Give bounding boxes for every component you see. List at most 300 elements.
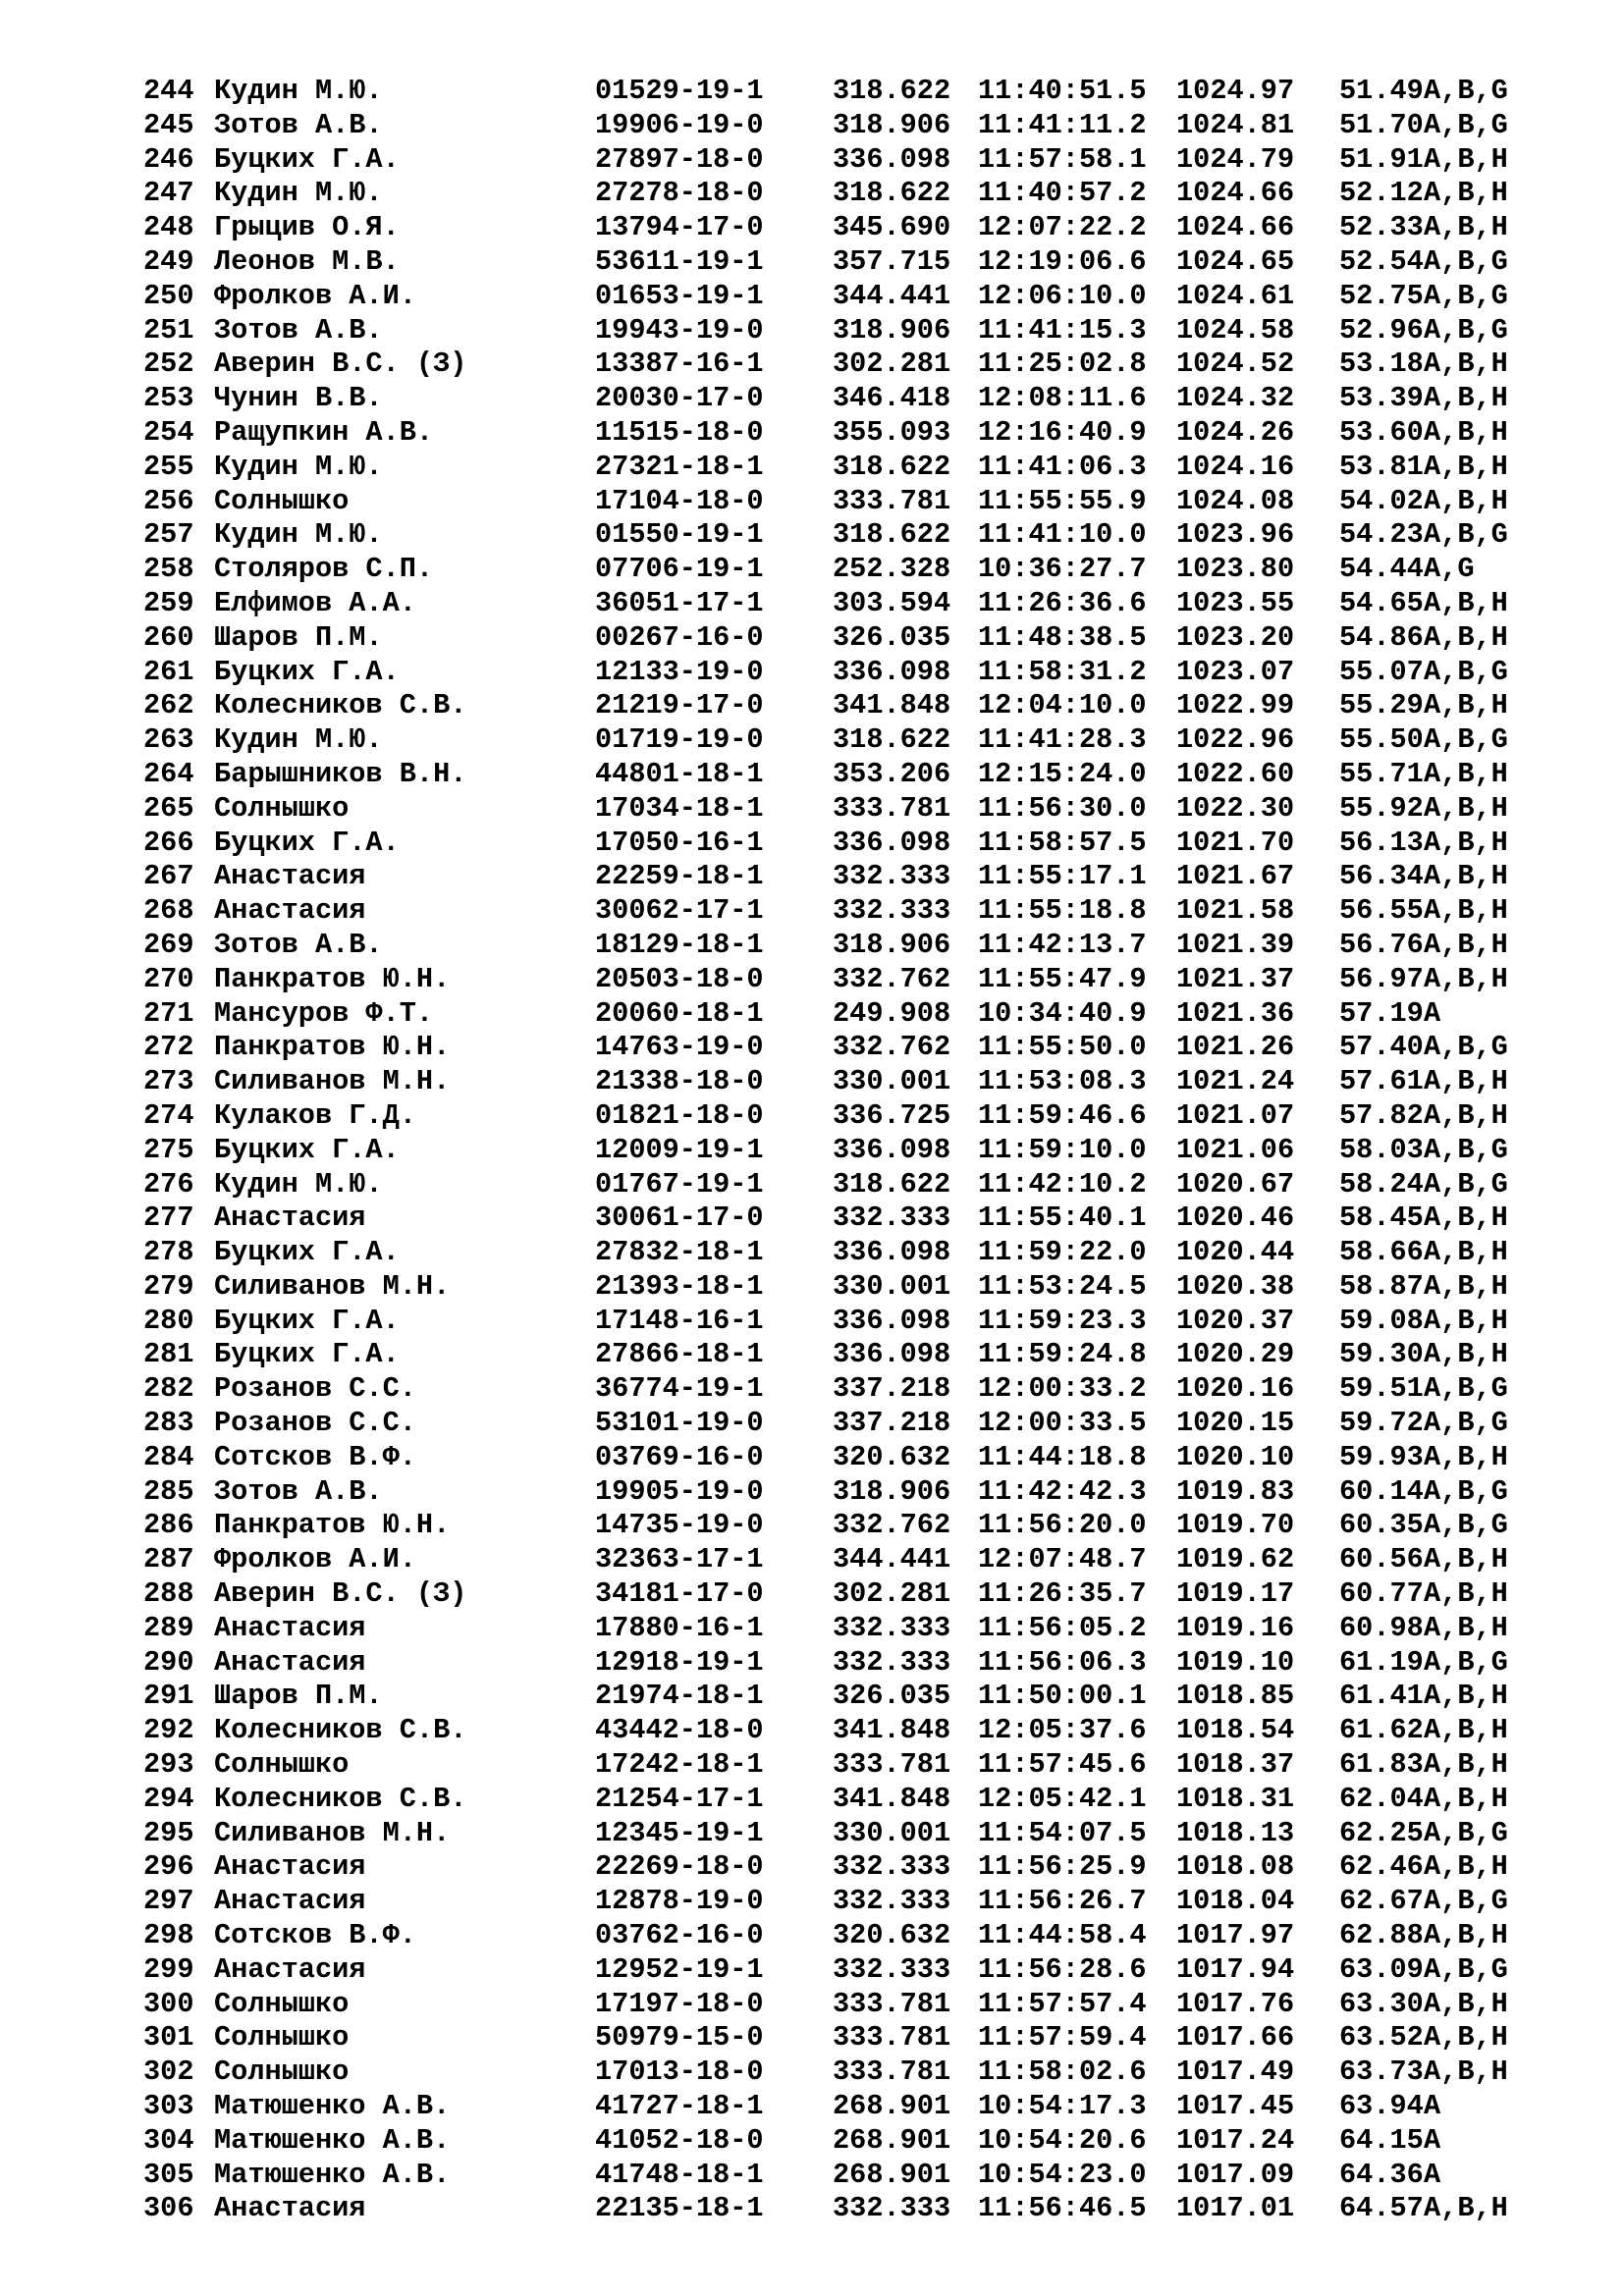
place-cell: 253	[143, 382, 194, 415]
arrival-time-cell: 11:53:24.5	[978, 1269, 1147, 1303]
ring-number-cell: 44801-18-1	[595, 757, 764, 790]
distance-cell: 318.906	[833, 928, 951, 961]
arrival-time-cell: 11:58:31.2	[978, 655, 1147, 688]
fancier-name-cell: Елфимов А.А.	[214, 586, 416, 619]
flags-cell: A,B,H	[1424, 1680, 1508, 1713]
arrival-time-cell: 11:42:10.2	[978, 1167, 1147, 1201]
fancier-name-cell: Аверин В.С. (З)	[214, 1577, 467, 1611]
fancier-name-cell: Солнышко	[214, 1987, 350, 2020]
place-cell: 279	[143, 1269, 194, 1303]
flags-cell: A,B,H	[1424, 757, 1508, 790]
flags-cell: A,B,H	[1424, 1919, 1508, 1952]
speed-cell: 1019.16	[1176, 1611, 1295, 1644]
arrival-time-cell: 11:25:02.8	[978, 347, 1147, 381]
place-cell: 249	[143, 244, 194, 278]
arrival-time-cell: 11:55:18.8	[978, 894, 1147, 928]
distance-cell: 332.762	[833, 962, 951, 995]
arrival-time-cell: 11:41:15.3	[978, 313, 1147, 347]
place-cell: 286	[143, 1509, 194, 1542]
arrival-time-cell: 11:26:36.6	[978, 586, 1147, 619]
arrival-time-cell: 11:55:47.9	[978, 962, 1147, 995]
speed-cell: 1023.96	[1176, 518, 1295, 552]
distance-cell: 326.035	[833, 1680, 951, 1713]
coefficient-cell: 53.39	[1339, 382, 1424, 415]
speed-cell: 1019.83	[1176, 1474, 1295, 1508]
distance-cell: 302.281	[833, 347, 951, 381]
distance-cell: 330.001	[833, 1816, 951, 1849]
flags-cell: A,B,H	[1424, 450, 1508, 483]
coefficient-cell: 53.18	[1339, 347, 1424, 381]
arrival-time-cell: 11:59:23.3	[978, 1304, 1147, 1337]
place-cell: 248	[143, 211, 194, 244]
ring-number-cell: 36774-19-1	[595, 1372, 764, 1406]
coefficient-cell: 51.70	[1339, 108, 1424, 141]
coefficient-cell: 60.77	[1339, 1577, 1424, 1611]
coefficient-cell: 57.82	[1339, 1098, 1424, 1132]
arrival-time-cell: 11:44:58.4	[978, 1919, 1147, 1952]
ring-number-cell: 20060-18-1	[595, 996, 764, 1030]
fancier-name-cell: Колесников С.В.	[214, 1714, 467, 1747]
coefficient-cell: 51.49	[1339, 75, 1424, 107]
flags-cell: A,B,H	[1424, 211, 1508, 244]
distance-cell: 302.281	[833, 1577, 951, 1611]
place-cell: 255	[143, 450, 194, 483]
coefficient-cell: 64.57	[1339, 2192, 1424, 2225]
fancier-name-cell: Буцких Г.А.	[214, 655, 400, 688]
arrival-time-cell: 11:56:46.5	[978, 2192, 1147, 2225]
ring-number-cell: 03769-16-0	[595, 1440, 764, 1473]
speed-cell: 1019.70	[1176, 1509, 1295, 1542]
speed-cell: 1018.37	[1176, 1748, 1295, 1782]
place-cell: 288	[143, 1577, 194, 1611]
coefficient-cell: 54.02	[1339, 484, 1424, 517]
place-cell: 274	[143, 1098, 194, 1132]
fancier-name-cell: Панкратов Ю.Н.	[214, 962, 451, 995]
flags-cell: A,B,H	[1424, 142, 1508, 176]
flags-cell: A	[1424, 2090, 1441, 2123]
ring-number-cell: 01550-19-1	[595, 518, 764, 552]
fancier-name-cell: Силиванов М.Н.	[214, 1269, 451, 1303]
distance-cell: 332.333	[833, 2192, 951, 2225]
distance-cell: 318.906	[833, 1474, 951, 1508]
ring-number-cell: 14763-19-0	[595, 1031, 764, 1064]
fancier-name-cell: Грыцив О.Я.	[214, 211, 400, 244]
place-cell: 273	[143, 1065, 194, 1098]
flags-cell: A,B,H	[1424, 347, 1508, 381]
distance-cell: 344.441	[833, 279, 951, 312]
coefficient-cell: 58.66	[1339, 1236, 1424, 1269]
flags-cell: A,B,G	[1424, 518, 1508, 552]
distance-cell: 332.333	[833, 860, 951, 893]
distance-cell: 332.333	[833, 1885, 951, 1918]
place-cell: 244	[143, 75, 194, 107]
fancier-name-cell: Кудин М.Ю.	[214, 1167, 383, 1201]
coefficient-cell: 58.45	[1339, 1201, 1424, 1235]
fancier-name-cell: Фролков А.И.	[214, 1543, 416, 1576]
arrival-time-cell: 11:40:51.5	[978, 75, 1147, 107]
place-cell: 252	[143, 347, 194, 381]
fancier-name-cell: Зотов А.В.	[214, 1474, 383, 1508]
arrival-time-cell: 11:57:59.4	[978, 2021, 1147, 2055]
arrival-time-cell: 10:54:20.6	[978, 2123, 1147, 2157]
flags-cell: A,B,H	[1424, 826, 1508, 859]
arrival-time-cell: 11:55:50.0	[978, 1031, 1147, 1064]
ring-number-cell: 17197-18-0	[595, 1987, 764, 2020]
place-cell: 261	[143, 655, 194, 688]
coefficient-cell: 59.93	[1339, 1440, 1424, 1473]
distance-cell: 332.762	[833, 1031, 951, 1064]
flags-cell: A,G	[1424, 553, 1475, 586]
fancier-name-cell: Буцких Г.А.	[214, 826, 400, 859]
flags-cell: A,B,H	[1424, 1269, 1508, 1303]
ring-number-cell: 01767-19-1	[595, 1167, 764, 1201]
place-cell: 289	[143, 1611, 194, 1644]
ring-number-cell: 21338-18-0	[595, 1065, 764, 1098]
ring-number-cell: 27321-18-1	[595, 450, 764, 483]
coefficient-cell: 56.34	[1339, 860, 1424, 893]
speed-cell: 1021.67	[1176, 860, 1295, 893]
flags-cell: A,B,H	[1424, 1782, 1508, 1815]
coefficient-cell: 60.98	[1339, 1611, 1424, 1644]
place-cell: 276	[143, 1167, 194, 1201]
distance-cell: 252.328	[833, 553, 951, 586]
speed-cell: 1017.24	[1176, 2123, 1295, 2157]
speed-cell: 1021.26	[1176, 1031, 1295, 1064]
place-cell: 283	[143, 1407, 194, 1440]
flags-cell: A,B,H	[1424, 689, 1508, 722]
flags-cell: A,B,G	[1424, 1885, 1508, 1918]
arrival-time-cell: 11:55:40.1	[978, 1201, 1147, 1235]
fancier-name-cell: Буцких Г.А.	[214, 142, 400, 176]
speed-cell: 1024.81	[1176, 108, 1295, 141]
place-cell: 277	[143, 1201, 194, 1235]
ring-number-cell: 53611-19-1	[595, 244, 764, 278]
place-cell: 305	[143, 2158, 194, 2191]
distance-cell: 344.441	[833, 1543, 951, 1576]
ring-number-cell: 01529-19-1	[595, 75, 764, 107]
coefficient-cell: 56.13	[1339, 826, 1424, 859]
coefficient-cell: 55.29	[1339, 689, 1424, 722]
place-cell: 264	[143, 757, 194, 790]
coefficient-cell: 57.19	[1339, 996, 1424, 1030]
ring-number-cell: 21393-18-1	[595, 1269, 764, 1303]
ring-number-cell: 32363-17-1	[595, 1543, 764, 1576]
distance-cell: 332.333	[833, 1645, 951, 1679]
speed-cell: 1020.37	[1176, 1304, 1295, 1337]
ring-number-cell: 12918-19-1	[595, 1645, 764, 1679]
ring-number-cell: 17880-16-1	[595, 1611, 764, 1644]
flags-cell: A,B,G	[1424, 1952, 1508, 1986]
flags-cell: A	[1424, 2158, 1441, 2191]
arrival-time-cell: 11:59:22.0	[978, 1236, 1147, 1269]
coefficient-cell: 60.35	[1339, 1509, 1424, 1542]
flags-cell: A,B,H	[1424, 1987, 1508, 2020]
arrival-time-cell: 11:26:35.7	[978, 1577, 1147, 1611]
place-cell: 281	[143, 1338, 194, 1371]
coefficient-cell: 63.73	[1339, 2056, 1424, 2089]
flags-cell: A,B,G	[1424, 108, 1508, 141]
flags-cell: A,B,H	[1424, 2056, 1508, 2089]
distance-cell: 333.781	[833, 1748, 951, 1782]
fancier-name-cell: Сотсков В.Ф.	[214, 1919, 416, 1952]
distance-cell: 341.848	[833, 1782, 951, 1815]
distance-cell: 341.848	[833, 1714, 951, 1747]
ring-number-cell: 17050-16-1	[595, 826, 764, 859]
arrival-time-cell: 11:57:57.4	[978, 1987, 1147, 2020]
ring-number-cell: 18129-18-1	[595, 928, 764, 961]
flags-cell: A,B,H	[1424, 1611, 1508, 1644]
place-cell: 271	[143, 996, 194, 1030]
arrival-time-cell: 11:48:38.5	[978, 620, 1147, 654]
speed-cell: 1023.55	[1176, 586, 1295, 619]
coefficient-cell: 52.33	[1339, 211, 1424, 244]
arrival-time-cell: 11:56:25.9	[978, 1850, 1147, 1884]
coefficient-cell: 59.08	[1339, 1304, 1424, 1337]
arrival-time-cell: 11:41:10.0	[978, 518, 1147, 552]
fancier-name-cell: Анастасия	[214, 2192, 366, 2225]
distance-cell: 332.333	[833, 1952, 951, 1986]
ring-number-cell: 19905-19-0	[595, 1474, 764, 1508]
arrival-time-cell: 12:06:10.0	[978, 279, 1147, 312]
ring-number-cell: 22259-18-1	[595, 860, 764, 893]
ring-number-cell: 27278-18-0	[595, 177, 764, 210]
place-cell: 270	[143, 962, 194, 995]
speed-cell: 1018.13	[1176, 1816, 1295, 1849]
coefficient-cell: 52.12	[1339, 177, 1424, 210]
place-cell: 263	[143, 723, 194, 757]
distance-cell: 326.035	[833, 620, 951, 654]
flags-cell: A,B,H	[1424, 382, 1508, 415]
speed-cell: 1018.31	[1176, 1782, 1295, 1815]
arrival-time-cell: 10:36:27.7	[978, 553, 1147, 586]
arrival-time-cell: 10:54:23.0	[978, 2158, 1147, 2191]
place-cell: 304	[143, 2123, 194, 2157]
distance-cell: 355.093	[833, 415, 951, 449]
distance-cell: 336.098	[833, 1338, 951, 1371]
ring-number-cell: 19906-19-0	[595, 108, 764, 141]
place-cell: 291	[143, 1680, 194, 1713]
fancier-name-cell: Кудин М.Ю.	[214, 723, 383, 757]
distance-cell: 333.781	[833, 2056, 951, 2089]
ring-number-cell: 41052-18-0	[595, 2123, 764, 2157]
fancier-name-cell: Кудин М.Ю.	[214, 75, 383, 107]
flags-cell: A,B,G	[1424, 1167, 1508, 1201]
distance-cell: 318.622	[833, 75, 951, 107]
fancier-name-cell: Барышников В.Н.	[214, 757, 467, 790]
ring-number-cell: 13794-17-0	[595, 211, 764, 244]
arrival-time-cell: 12:15:24.0	[978, 757, 1147, 790]
place-cell: 245	[143, 108, 194, 141]
distance-cell: 318.622	[833, 450, 951, 483]
arrival-time-cell: 12:00:33.5	[978, 1407, 1147, 1440]
flags-cell: A	[1424, 2123, 1441, 2157]
fancier-name-cell: Буцких Г.А.	[214, 1338, 400, 1371]
ring-number-cell: 01821-18-0	[595, 1098, 764, 1132]
ring-number-cell: 12345-19-1	[595, 1816, 764, 1849]
flags-cell: A,B,G	[1424, 1645, 1508, 1679]
ring-number-cell: 22135-18-1	[595, 2192, 764, 2225]
distance-cell: 332.333	[833, 1850, 951, 1884]
arrival-time-cell: 11:41:06.3	[978, 450, 1147, 483]
distance-cell: 268.901	[833, 2123, 951, 2157]
fancier-name-cell: Розанов С.С.	[214, 1407, 416, 1440]
fancier-name-cell: Аверин В.С. (З)	[214, 347, 467, 381]
distance-cell: 333.781	[833, 2021, 951, 2055]
speed-cell: 1020.16	[1176, 1372, 1295, 1406]
ring-number-cell: 01719-19-0	[595, 723, 764, 757]
coefficient-cell: 52.96	[1339, 313, 1424, 347]
ring-number-cell: 00267-16-0	[595, 620, 764, 654]
place-cell: 293	[143, 1748, 194, 1782]
ring-number-cell: 17148-16-1	[595, 1304, 764, 1337]
speed-cell: 1020.38	[1176, 1269, 1295, 1303]
fancier-name-cell: Ращупкин А.В.	[214, 415, 434, 449]
fancier-name-cell: Кудин М.Ю.	[214, 177, 383, 210]
ring-number-cell: 17013-18-0	[595, 2056, 764, 2089]
distance-cell: 333.781	[833, 484, 951, 517]
speed-cell: 1024.08	[1176, 484, 1295, 517]
flags-cell: A,B,H	[1424, 415, 1508, 449]
distance-cell: 318.622	[833, 177, 951, 210]
arrival-time-cell: 11:42:13.7	[978, 928, 1147, 961]
arrival-time-cell: 11:50:00.1	[978, 1680, 1147, 1713]
distance-cell: 318.622	[833, 1167, 951, 1201]
distance-cell: 318.622	[833, 723, 951, 757]
arrival-time-cell: 11:59:46.6	[978, 1098, 1147, 1132]
flags-cell: A,B,H	[1424, 1304, 1508, 1337]
fancier-name-cell: Матюшенко А.В.	[214, 2158, 451, 2191]
coefficient-cell: 54.44	[1339, 553, 1424, 586]
coefficient-cell: 62.88	[1339, 1919, 1424, 1952]
distance-cell: 345.690	[833, 211, 951, 244]
place-cell: 266	[143, 826, 194, 859]
distance-cell: 249.908	[833, 996, 951, 1030]
coefficient-cell: 54.86	[1339, 620, 1424, 654]
distance-cell: 333.781	[833, 1987, 951, 2020]
coefficient-cell: 62.04	[1339, 1782, 1424, 1815]
speed-cell: 1018.04	[1176, 1885, 1295, 1918]
speed-cell: 1017.94	[1176, 1952, 1295, 1986]
ring-number-cell: 34181-17-0	[595, 1577, 764, 1611]
flags-cell: A,B,H	[1424, 2192, 1508, 2225]
arrival-time-cell: 11:42:42.3	[978, 1474, 1147, 1508]
ring-number-cell: 27897-18-0	[595, 142, 764, 176]
speed-cell: 1021.24	[1176, 1065, 1295, 1098]
arrival-time-cell: 12:05:42.1	[978, 1782, 1147, 1815]
coefficient-cell: 54.23	[1339, 518, 1424, 552]
place-cell: 294	[143, 1782, 194, 1815]
distance-cell: 336.098	[833, 1304, 951, 1337]
flags-cell: A,B,H	[1424, 1236, 1508, 1269]
arrival-time-cell: 11:56:20.0	[978, 1509, 1147, 1542]
flags-cell: A,B,H	[1424, 894, 1508, 928]
place-cell: 282	[143, 1372, 194, 1406]
flags-cell: A,B,H	[1424, 1714, 1508, 1747]
fancier-name-cell: Столяров С.П.	[214, 553, 434, 586]
ring-number-cell: 13387-16-1	[595, 347, 764, 381]
arrival-time-cell: 11:57:45.6	[978, 1748, 1147, 1782]
arrival-time-cell: 11:41:28.3	[978, 723, 1147, 757]
speed-cell: 1024.52	[1176, 347, 1295, 381]
place-cell: 302	[143, 2056, 194, 2089]
flags-cell: A,B,H	[1424, 1065, 1508, 1098]
fancier-name-cell: Панкратов Ю.Н.	[214, 1031, 451, 1064]
coefficient-cell: 60.14	[1339, 1474, 1424, 1508]
fancier-name-cell: Солнышко	[214, 791, 350, 825]
ring-number-cell: 41727-18-1	[595, 2090, 764, 2123]
fancier-name-cell: Силиванов М.Н.	[214, 1065, 451, 1098]
ring-number-cell: 12952-19-1	[595, 1952, 764, 1986]
speed-cell: 1021.58	[1176, 894, 1295, 928]
flags-cell: A,B,H	[1424, 1338, 1508, 1371]
flags-cell: A,B,H	[1424, 791, 1508, 825]
fancier-name-cell: Солнышко	[214, 2021, 350, 2055]
ring-number-cell: 53101-19-0	[595, 1407, 764, 1440]
flags-cell: A,B,H	[1424, 586, 1508, 619]
ring-number-cell: 12878-19-0	[595, 1885, 764, 1918]
arrival-time-cell: 12:07:22.2	[978, 211, 1147, 244]
speed-cell: 1024.66	[1176, 211, 1295, 244]
speed-cell: 1017.76	[1176, 1987, 1295, 2020]
speed-cell: 1018.08	[1176, 1850, 1295, 1884]
distance-cell: 332.762	[833, 1509, 951, 1542]
flags-cell: A,B,H	[1424, 962, 1508, 995]
flags-cell: A,B,G	[1424, 1407, 1508, 1440]
speed-cell: 1019.62	[1176, 1543, 1295, 1576]
arrival-time-cell: 11:56:28.6	[978, 1952, 1147, 1986]
coefficient-cell: 61.41	[1339, 1680, 1424, 1713]
speed-cell: 1023.20	[1176, 620, 1295, 654]
speed-cell: 1024.66	[1176, 177, 1295, 210]
distance-cell: 353.206	[833, 757, 951, 790]
place-cell: 268	[143, 894, 194, 928]
coefficient-cell: 55.92	[1339, 791, 1424, 825]
coefficient-cell: 51.91	[1339, 142, 1424, 176]
flags-cell: A,B,H	[1424, 620, 1508, 654]
coefficient-cell: 63.52	[1339, 2021, 1424, 2055]
fancier-name-cell: Зотов А.В.	[214, 928, 383, 961]
place-cell: 267	[143, 860, 194, 893]
distance-cell: 318.906	[833, 313, 951, 347]
flags-cell: A,B,H	[1424, 1098, 1508, 1132]
arrival-time-cell: 11:59:24.8	[978, 1338, 1147, 1371]
ring-number-cell: 17242-18-1	[595, 1748, 764, 1782]
speed-cell: 1024.58	[1176, 313, 1295, 347]
speed-cell: 1021.06	[1176, 1133, 1295, 1166]
fancier-name-cell: Мансуров Ф.Т.	[214, 996, 434, 1030]
coefficient-cell: 63.94	[1339, 2090, 1424, 2123]
fancier-name-cell: Анастасия	[214, 1611, 366, 1644]
distance-cell: 332.333	[833, 1611, 951, 1644]
coefficient-cell: 55.07	[1339, 655, 1424, 688]
ring-number-cell: 07706-19-1	[595, 553, 764, 586]
coefficient-cell: 56.76	[1339, 928, 1424, 961]
speed-cell: 1019.17	[1176, 1577, 1295, 1611]
ring-number-cell: 20030-17-0	[595, 382, 764, 415]
coefficient-cell: 64.36	[1339, 2158, 1424, 2191]
flags-cell: A,B,H	[1424, 484, 1508, 517]
distance-cell: 320.632	[833, 1440, 951, 1473]
flags-cell: A,B,H	[1424, 928, 1508, 961]
fancier-name-cell: Зотов А.В.	[214, 313, 383, 347]
coefficient-cell: 62.67	[1339, 1885, 1424, 1918]
fancier-name-cell: Силиванов М.Н.	[214, 1816, 451, 1849]
fancier-name-cell: Шаров П.М.	[214, 1680, 383, 1713]
coefficient-cell: 56.97	[1339, 962, 1424, 995]
flags-cell: A,B,G	[1424, 1816, 1508, 1849]
fancier-name-cell: Панкратов Ю.Н.	[214, 1509, 451, 1542]
coefficient-cell: 59.72	[1339, 1407, 1424, 1440]
